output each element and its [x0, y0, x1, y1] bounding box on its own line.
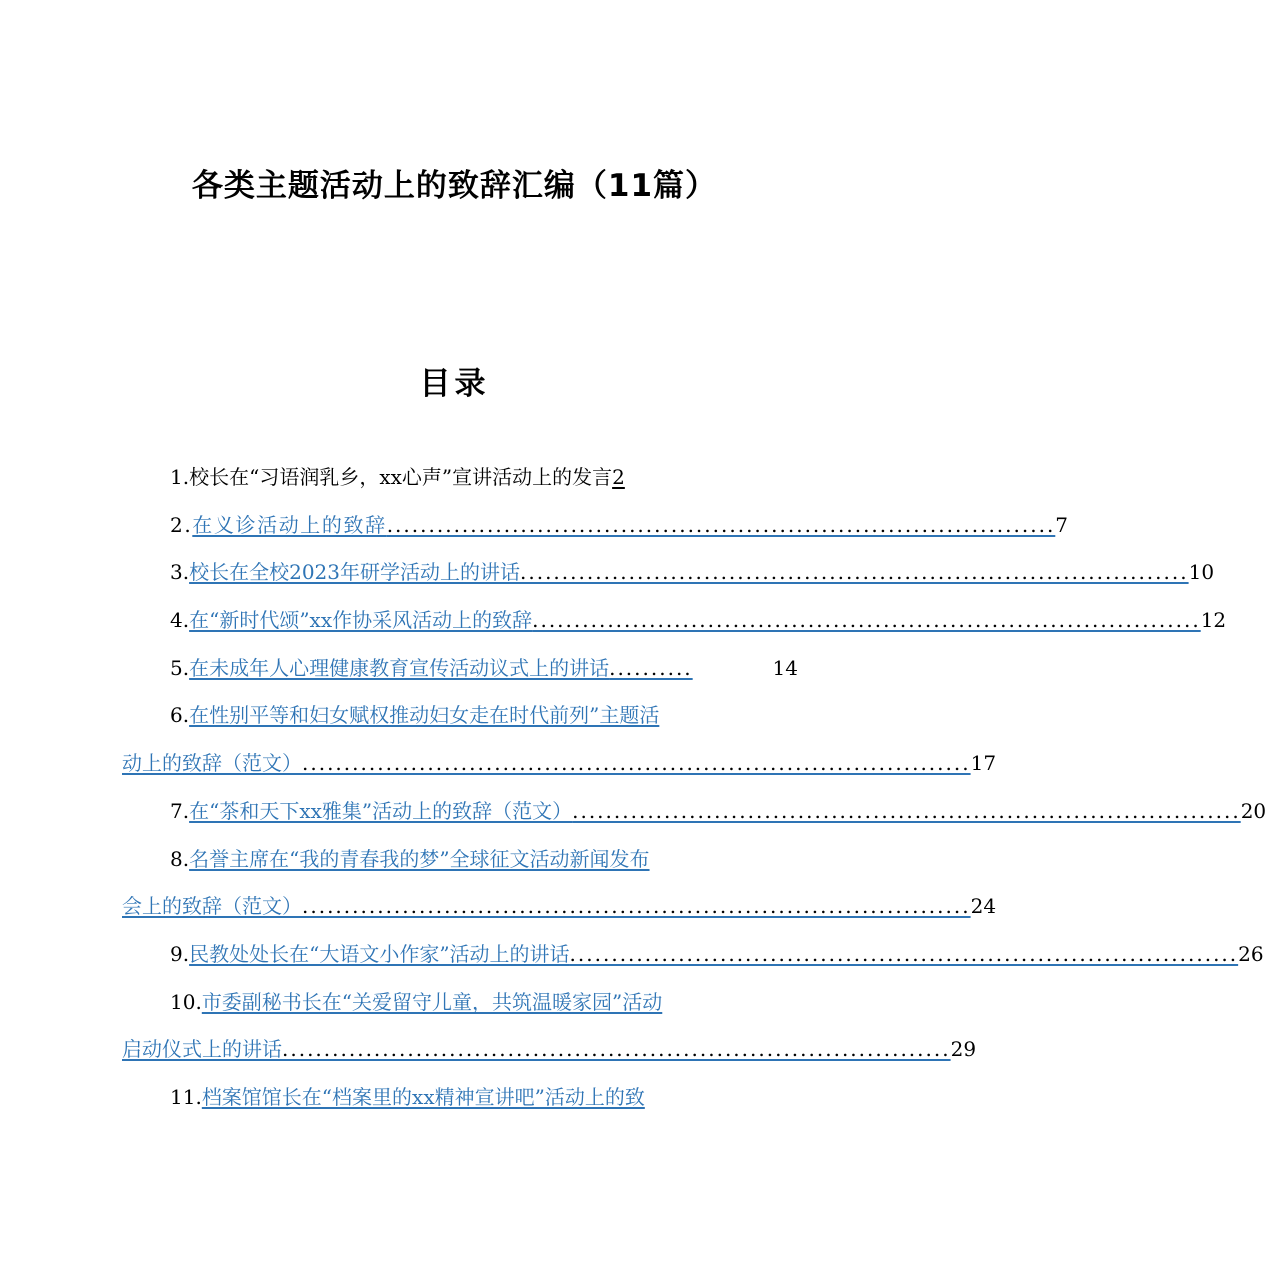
- toc-entry-page[interactable]: 17: [970, 751, 997, 776]
- document-title: 各类主题活动上的致辞汇编（11篇）: [191, 168, 718, 204]
- toc-entry-number: 8.: [170, 846, 190, 871]
- toc-entry-page[interactable]: 2: [612, 465, 625, 489]
- toc-entry-9[interactable]: [122, 931, 1264, 979]
- toc-leader-dots: ................................................................................: [532, 608, 1201, 633]
- toc-leader-dots: ................................................................................: [282, 1037, 951, 1062]
- toc-entry-1[interactable]: [122, 454, 798, 502]
- toc-entry-4[interactable]: [122, 597, 1227, 645]
- toc-entry-number: 4.: [170, 608, 190, 633]
- toc-entry-title[interactable]: 在未成年人心理健康教育宣传活动议式上的讲话: [189, 655, 610, 680]
- toc-leader-dots: ................................................................................: [569, 941, 1239, 966]
- toc-entry-title[interactable]: 校长在全校2023年研学活动上的讲话: [189, 560, 520, 585]
- toc-entry-page[interactable]: 10: [1188, 560, 1215, 585]
- toc-entry-6-line-2[interactable]: [122, 740, 997, 788]
- toc-entry-number: 1.: [170, 465, 190, 489]
- toc-entry-page[interactable]: 14: [772, 655, 798, 680]
- toc-leader-dots: ................................................................................: [386, 512, 1056, 537]
- toc-entry-11[interactable]: [122, 1074, 798, 1122]
- toc-entry-5[interactable]: [122, 645, 798, 693]
- table-of-contents: [122, 454, 1266, 1122]
- toc-entry-10-line-2[interactable]: [122, 1026, 977, 1074]
- toc-leader-dots: ..........: [609, 655, 693, 680]
- toc-entry-number: 6.: [170, 703, 190, 728]
- toc-entry-number: 11.: [170, 1084, 202, 1109]
- toc-entry-number: 3.: [170, 560, 190, 585]
- toc-entry-title[interactable]: 名誉主席在“我的青春我的梦”全球征文活动新闻发布: [189, 846, 650, 871]
- toc-entry-2[interactable]: [122, 502, 1070, 550]
- toc-leader-dots: ................................................................................: [520, 560, 1189, 585]
- toc-entry-page[interactable]: 12: [1200, 608, 1227, 633]
- toc-entry-page[interactable]: 7: [1055, 512, 1070, 537]
- toc-entry-title[interactable]: 在义诊活动上的致辞: [192, 512, 387, 537]
- toc-leader-dots: ................................................................................: [572, 798, 1241, 823]
- toc-leader-dots: ................................................................................: [302, 751, 971, 776]
- toc-entry-title[interactable]: 在“新时代颂”xx作协采风活动上的致辞: [189, 608, 533, 633]
- toc-heading: 目录: [419, 366, 490, 402]
- toc-entry-title[interactable]: 档案馆馆长在“档案里的xx精神宣讲吧”活动上的致: [201, 1084, 645, 1109]
- toc-entry-page[interactable]: 29: [950, 1037, 977, 1062]
- toc-entry-number: 7.: [170, 798, 190, 823]
- toc-entry-10-line-1[interactable]: [122, 979, 798, 1027]
- toc-entry-title[interactable]: 校长在“习语润乳乡，xx心声”宣讲活动上的发言: [189, 465, 613, 489]
- toc-entry-page[interactable]: 20: [1240, 798, 1266, 823]
- toc-entry-title-continued[interactable]: 启动仪式上的讲话: [122, 1037, 282, 1062]
- toc-entry-number: 10.: [170, 989, 202, 1014]
- toc-entry-7[interactable]: [122, 788, 1266, 836]
- toc-entry-title[interactable]: 民教处处长在“大语文小作家”活动上的讲话: [189, 941, 570, 966]
- toc-entry-number: 9.: [170, 941, 190, 966]
- toc-entry-title-continued[interactable]: 会上的致辞（范文）: [122, 894, 302, 919]
- toc-entry-8-line-2[interactable]: [122, 883, 997, 931]
- toc-entry-3[interactable]: [122, 549, 1215, 597]
- toc-entry-title[interactable]: 在性别平等和妇女赋权推动妇女走在时代前列”主题活: [189, 703, 660, 728]
- toc-entry-number: 2.: [170, 512, 193, 537]
- toc-leader-dots: ................................................................................: [302, 894, 971, 919]
- toc-entry-page[interactable]: 26: [1238, 941, 1264, 966]
- toc-entry-page[interactable]: 24: [970, 894, 997, 919]
- toc-entry-title[interactable]: 市委副秘书长在“关爱留守儿童，共筑温暖家园”活动: [201, 989, 663, 1014]
- toc-entry-6-line-1[interactable]: [122, 692, 798, 740]
- toc-entry-title-continued[interactable]: 动上的致辞（范文）: [122, 751, 302, 776]
- toc-entry-8-line-1[interactable]: [122, 836, 798, 884]
- toc-entry-number: 5.: [170, 655, 190, 680]
- toc-entry-title[interactable]: 在“茶和天下xx雅集”活动上的致辞（范文）: [189, 798, 573, 823]
